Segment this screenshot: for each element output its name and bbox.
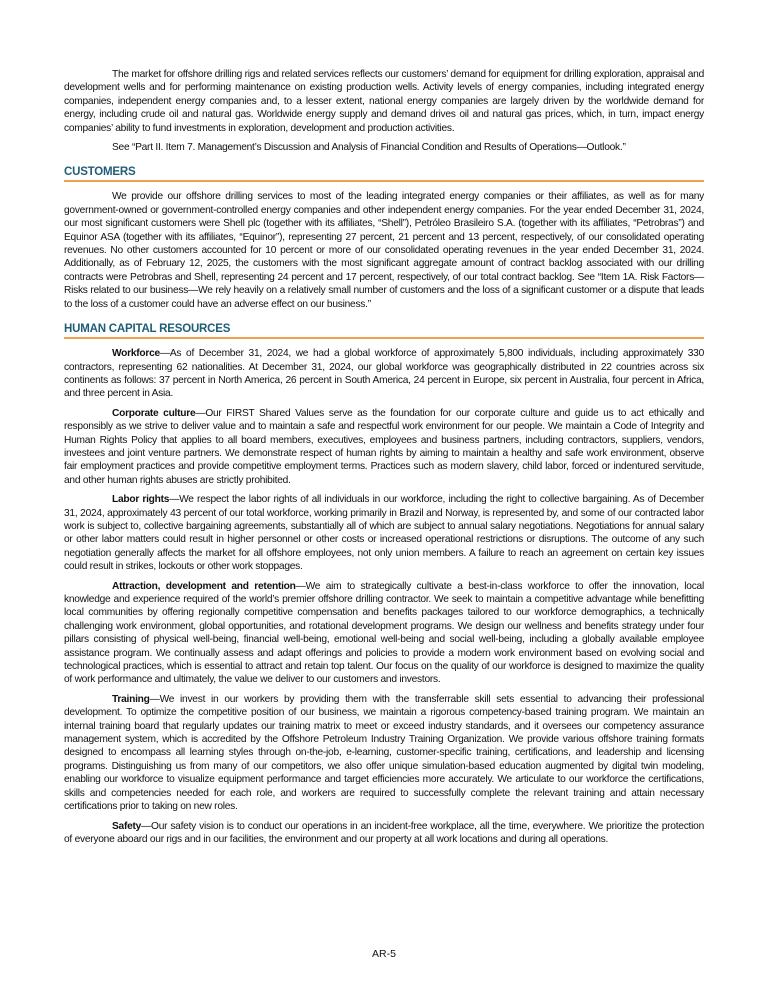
section-heading-customers: CUSTOMERS — [64, 166, 704, 182]
lead-attraction: Attraction, development and retention — [112, 580, 296, 592]
text-corporate-culture: —Our FIRST Shared Values serve as the foundation for our corporate culture and guide us to act ethically and responsibly as we strive to deliver value and to maintain a safe and respectful work environment for our people. We maintain a Code of Integrity and Human Rights Policy that applies to all board members, executives, employees and business partners, including contractors, suppliers, vendors, investees and joint venture partners. We demonstrate respect of human rights by aiming to maintain a healthy and safe work environment, observe fair employment practices and provide competitive employment terms. Practices such as modern slavery, child labor, forced or indentured servitude, and other human rights abuses are strictly prohibited. — [64, 407, 704, 486]
intro-paragraph: The market for offshore drilling rigs and related services reflects our customers’ demand for equipment for drilling exploration, appraisal and development wells and for performing maintenance on existing production wells. Activity levels of energy companies, including integrated energy companies, independent energy companies and, to a lesser extent, national energy companies are largely driven by the worldwide demand for energy, including crude oil and natural gas. Worldwide energy supply and demand drives oil and natural gas prices, which, in turn, impact energy companies’ ability to fund investments in exploration, development and production activities. — [64, 69, 704, 134]
intro-see-reference: See “Part II. Item 7. Management’s Discussion and Analysis of Financial Condition and Results of Operations—Outlook.” — [112, 142, 626, 154]
lead-workforce: Workforce — [112, 348, 160, 360]
lead-safety: Safety — [112, 820, 142, 832]
lead-training: Training — [112, 693, 150, 705]
paragraph-labor-rights — [64, 493, 704, 573]
paragraph-safety — [64, 820, 704, 847]
text-training: —We invest in our workers by providing them with the transferrable skill sets essential to advancing their professional development. To optimize the competitive position of our business, we maintain a rigorous competency-based training program. We maintain an internal training board that regularly updates our training matrix to meet or exceed industry standards, and it oversees our competency assurance management system, which is accredited by the Offshore Petroleum Industry Training Organization. We provide various offshore training formats designed to encompass all learning styles through on-the-job, e-learning, customer-specific training, certifications, and leadership and licensing programs. Distinguishing us from many of our competitors, we also offer unique simulation-based education augmented by digital twin modeling, enabling our workforce to visualize equipment performance and target efficiencies more accurately. We articulate to our workforce the certifications, skills and competencies needed for each role, and workers are required to successfully complete the relevant training and attain necessary certifications prior to taking on new roles. — [64, 693, 704, 813]
paragraph-corporate-culture — [64, 407, 704, 487]
text-labor-rights: —We respect the labor rights of all individuals in our workforce, including the right to collective bargaining. As of December 31, 2024, approximately 43 percent of our total workforce, working primarily in Brazil and Norway, is represented by, and some of our contracted labor work is subject to, collective bargaining agreements, substantially all of which are subject to annual salary negotiations. Negotiations for annual salary or other labor matters could result in higher personnel or other costs or increased operational restrictions or disruptions. The outcome of any such negotiation generally affects the market for all offshore employees, not only union members. A failure to reach an agreement on certain key issues could result in strikes, lockouts or other work stoppages. — [64, 494, 704, 573]
customers-paragraph: We provide our offshore drilling services to most of the leading integrated energy companies or their affiliates, as well as for many government-owned or government-controlled energy companies and other independent energy companies. For the year ended December 31, 2024, our most significant customers were Shell plc (together with its affiliates, “Shell”), Petróleo Brasileiro S.A. (together with its affiliates, “Petrobras”) and Equinor ASA (together with its affiliates, “Equinor”), representing 27 percent, 21 percent and 13 percent, respectively, of our consolidated operating revenues. No other customers accounted for 10 percent or more of our consolidated operating revenues in the year ended December 31, 2024. Additionally, as of February 12, 2025, the customers with the most significant aggregate amount of contract backlog associated with our drilling contracts were Petrobras and Shell, representing 24 percent and 17 percent, respectively, of our total contract backlog. See “Item 1A. Risk Factors—Risks related to our business—We rely heavily on a relatively small number of customers and the loss of a significant customer or a dispute that leads to the loss of a customer could have an adverse effect on our business.” — [64, 191, 704, 310]
paragraph-workforce — [64, 347, 704, 401]
document-body — [64, 68, 704, 852]
paragraph-training — [64, 693, 704, 814]
section-heading-human-capital: HUMAN CAPITAL RESOURCES — [64, 323, 704, 339]
lead-corporate-culture: Corporate culture — [112, 407, 196, 419]
lead-labor-rights: Labor rights — [112, 494, 170, 506]
text-safety: —Our safety vision is to conduct our operations in an incident-free workplace, all the time, everywhere. We prioritize the protection of everyone aboard our rigs and in our facilities, the environment and our property at all work locations and during all operations. — [64, 820, 704, 845]
page-number: AR-5 — [372, 948, 396, 960]
text-workforce: —As of December 31, 2024, we had a global workforce of approximately 5,800 individuals, including approximately 330 contractors, representing 62 nationalities. At December 31, 2024, our global workforce was geographically distributed in 22 countries across six continents as follows: 37 percent in North America, 26 percent in South America, 24 percent in Europe, six percent in Australia, four percent in Africa, and three percent in Asia. — [64, 348, 704, 400]
paragraph-attraction — [64, 580, 704, 687]
text-attraction: —We aim to strategically cultivate a best-in-class workforce to offer the innovation, local knowledge and experience required of the world’s premier offshore drilling contractor. We seek to maintain a competitive advantage while benefitting local communities by offering regionally competitive compensation and benefits packages tailored to our workforce demographics, a technically challenging work environment, global opportunities, and rotational development programs. We design our wellness and benefits strategy under four pillars consisting of physical well-being, financial well-being, emotional well-being and social well-being, including a globally available employee assistance program. We continually assess and adapt offerings and policies to provide a modern work environment based on evolving social and technological practices, which is essential to attract and retain top talent. Our focus on the quality of our workforce is designed to maximize the quality of work performance and ultimately, the value we deliver to our customers and investors. — [64, 580, 704, 686]
